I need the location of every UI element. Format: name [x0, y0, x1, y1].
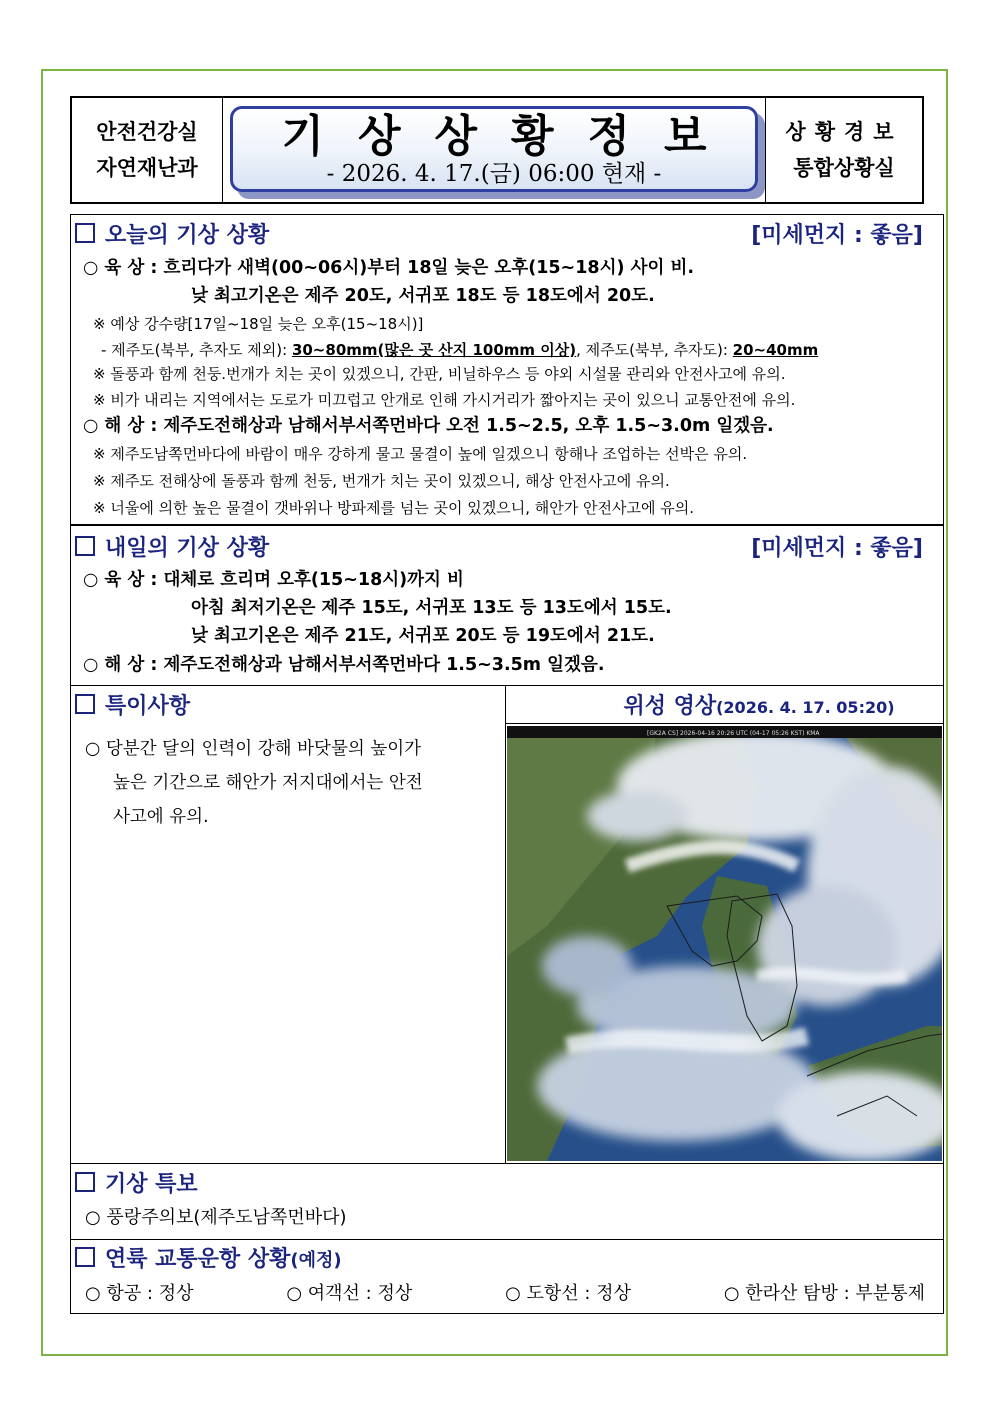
today-note1: ※ 돌풍과 함께 천둥.번개가 치는 곳이 있겠으니, 간판, 비닐하우스 등 야외 시설물 관리와 안전사고에 유의.: [93, 365, 786, 383]
special-line1: ○ 당분간 달의 인력이 강해 바닷물의 높이가: [85, 739, 422, 759]
satellite-image: [507, 726, 942, 1161]
today-note2: ※ 비가 내리는 지역에서는 도로가 미끄럽고 안개로 인해 가시거리가 짧아지는 곳이 있으니 교통안전에 유의.: [93, 391, 796, 409]
tomorrow-sea-line: 제주도전해상과 남해서부서쪽먼바다 1.5~3.5m 일겠음.: [163, 655, 605, 675]
satellite-map: [507, 726, 942, 1161]
today-land-line2: 낮 최고기온은 제주 20도, 서귀포 18도 등 18도에서 20도.: [191, 286, 655, 306]
sea-note1: ※ 제주도남쪽먼바다에 바람이 매우 강하게 물고 물결이 높에 일겠으니 항해나 조업하는 선박은 유의.: [93, 445, 748, 463]
office-line1: 상황경보: [785, 120, 903, 144]
checkbox-icon: [75, 694, 95, 714]
today-land: ○ 육 상 : 흐리다가 새벽(00~06시)부터 18일 늦은 오후(15~18시) 사이 비.: [83, 258, 695, 278]
transport-hallasan: ○ 한라산 탐방 : 부분통제: [723, 1283, 925, 1304]
transport-ferry: ○ 여객선 : 정상: [286, 1283, 413, 1304]
special-line2: 높은 기간으로 해안가 저지대에서는 안전: [113, 773, 423, 793]
tomorrow-land-line1: 대체로 흐리며 오후(15~18시)까지 비: [163, 570, 464, 590]
transport-island-ferry: ○ 도항선 : 정상: [505, 1283, 631, 1304]
satellite-heading: 위성 영상(2026. 4. 17. 05:20): [623, 694, 895, 719]
satellite-divider: [505, 723, 944, 724]
today-land-line1: 흐리다가 새벽(00~06시)부터 18일 늦은 오후(15~18시) 사이 비.: [163, 258, 695, 278]
page-title: 기상상황정보: [281, 111, 741, 162]
transport-air: ○ 항공 : 정상: [85, 1283, 194, 1304]
tomorrow-heading: 내일의 기상 상황: [75, 534, 269, 564]
tomorrow-sea: ○ 해 상 : 제주도전해상과 남해서부서쪽먼바다 1.5~3.5m 일겠음.: [83, 655, 605, 675]
office-line2: 통합상황실: [793, 156, 895, 180]
column-divider: [505, 685, 506, 1163]
rain-forecast-detail: - 제주도(북부, 추자도 제외): 30~80mm(많은 곳 산지 100mm 이상), 제주도(북부, 추자도): 20~40mm: [101, 341, 819, 359]
tomorrow-land-line2: 아침 최저기온은 제주 15도, 서귀포 13도 등 13도에서 15도.: [191, 598, 672, 618]
title-banner: [230, 106, 758, 192]
warning-heading: 기상 특보: [75, 1170, 198, 1200]
today-dust: [미세먼지 : 좋음]: [751, 223, 923, 248]
rain-forecast-note: ※ 예상 강수량[17일~18일 늦은 오후(15~18시)]: [93, 315, 424, 333]
warning-item: ○ 풍랑주의보(제주도남쪽먼바다): [85, 1207, 347, 1228]
header: [70, 96, 924, 204]
today-sea: ○ 해 상 : 제주도전해상과 남해서부서쪽먼바다 오전 1.5~2.5, 오후 1.5~3.0m 일겠음.: [83, 416, 774, 436]
today-heading: 오늘의 기상 상황: [75, 221, 269, 251]
report-datetime: - 2026. 4. 17.(금) 06:00 현재 -: [326, 161, 662, 187]
checkbox-icon: [75, 223, 95, 243]
today-section: [70, 214, 944, 525]
tomorrow-land: ○ 육 상 : 대체로 흐리며 오후(15~18시)까지 비: [83, 570, 464, 590]
satellite-caption: [GK2A CS] 2026-04-16 20:26 UTC (04-17 05:26 KST) KMA: [647, 730, 820, 737]
special-heading: 특이사항: [75, 692, 190, 722]
tomorrow-land-line3: 낮 최고기온은 제주 21도, 서귀포 20도 등 19도에서 21도.: [191, 626, 655, 646]
transport-list: [85, 1280, 925, 1307]
checkbox-icon: [75, 1247, 95, 1267]
transport-heading: 연륙 교통운항 상황(예정): [75, 1245, 342, 1276]
special-line3: 사고에 유의.: [113, 807, 209, 827]
tomorrow-dust: [미세먼지 : 좋음]: [751, 536, 923, 561]
sea-note3: ※ 너울에 의한 높은 물결이 갯바위나 방파제를 넘는 곳이 있겠으니, 해안가 안전사고에 유의.: [93, 499, 694, 517]
department-line1: 안전건강실: [96, 120, 198, 144]
checkbox-icon: [75, 1172, 95, 1192]
office-block: [765, 98, 922, 202]
department-line2: 자연재난과: [96, 156, 198, 180]
tomorrow-section: [70, 525, 944, 686]
warning-section: [70, 1163, 944, 1240]
today-sea-line: 제주도전해상과 남해서부서쪽먼바다 오전 1.5~2.5, 오후 1.5~3.0m 일겠음.: [163, 416, 774, 436]
department-block: [72, 98, 223, 202]
satellite-time: (2026. 4. 17. 05:20): [716, 698, 895, 717]
transport-section: [70, 1239, 944, 1314]
checkbox-icon: [75, 536, 95, 556]
sea-note2: ※ 제주도 전해상에 돌풍과 함께 천둥, 번개가 치는 곳이 있겠으니, 해상 안전사고에 유의.: [93, 472, 670, 490]
